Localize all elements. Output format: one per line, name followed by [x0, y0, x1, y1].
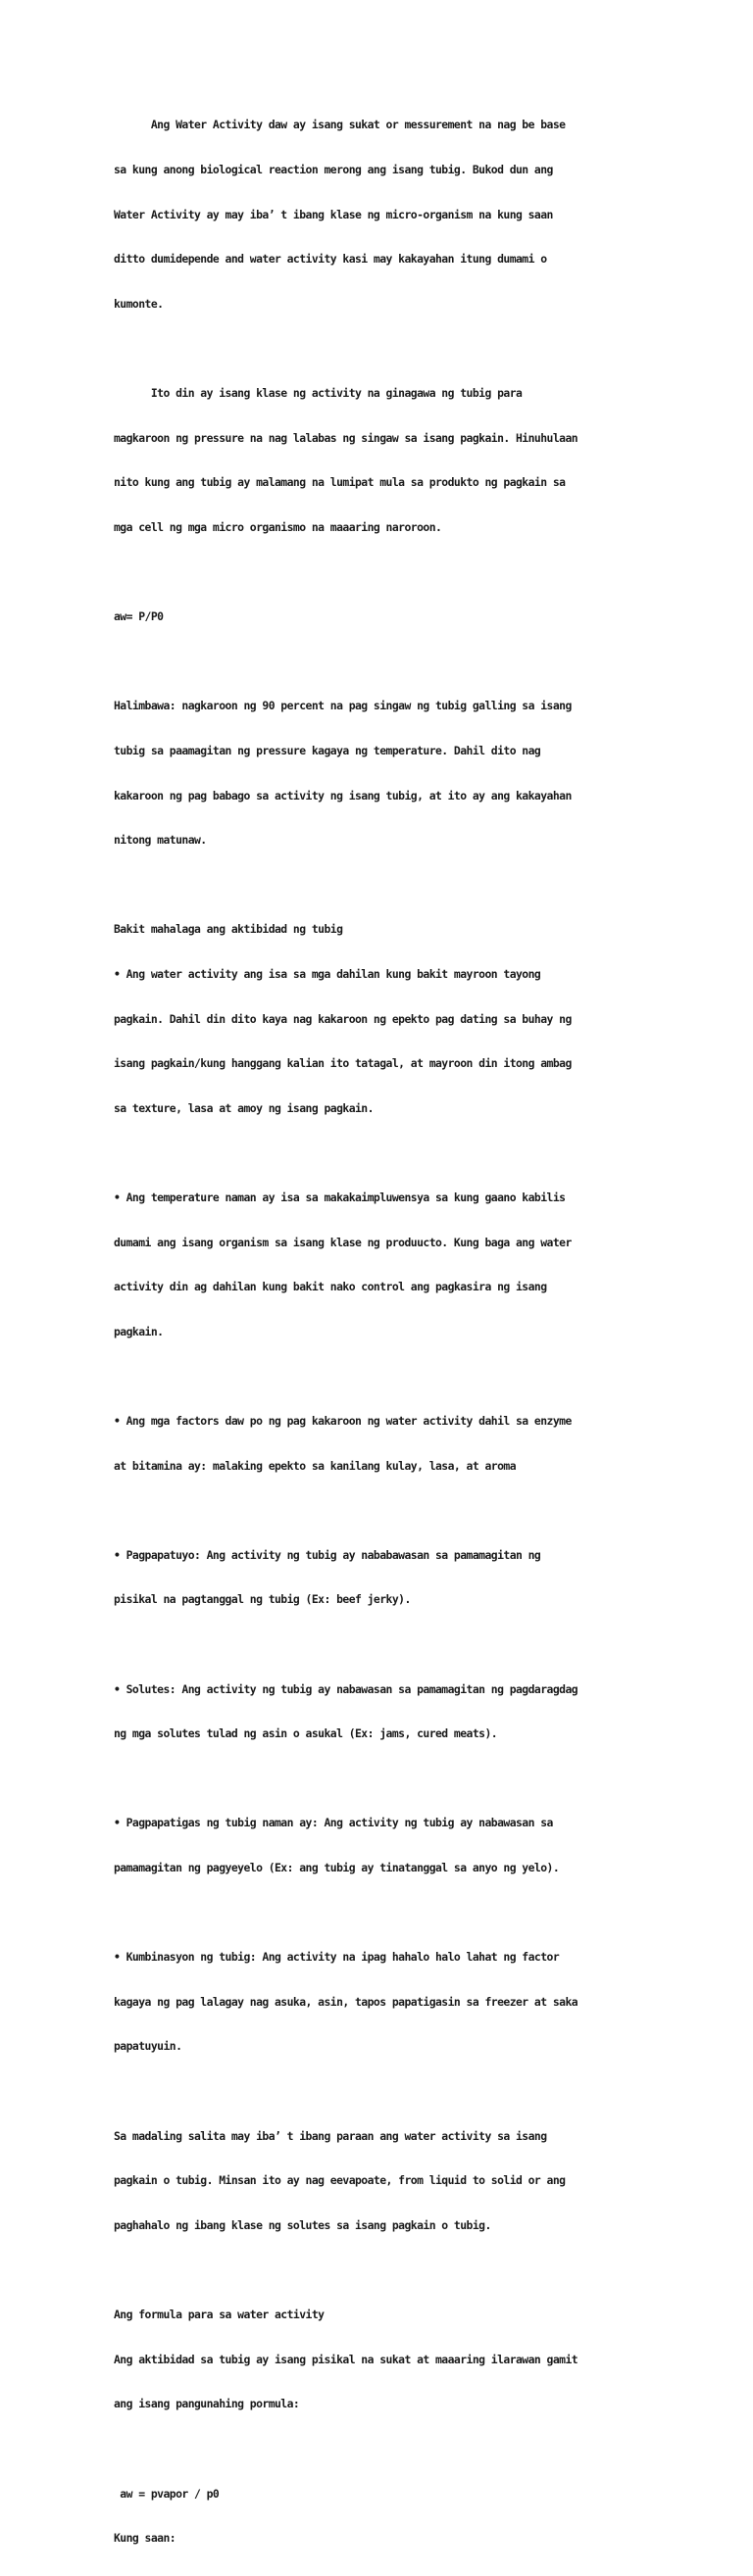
section-heading: Ang formula para sa water activity: [114, 2308, 325, 2322]
text-line: tubig sa paamagitan ng pressure kagaya ng temperature. Dahil dito nag: [114, 743, 541, 757]
document-body: [114, 88, 663, 2576]
bullet-line: • Ang temperature naman ay isa sa makakaimpluwensya sa kung gaano kabilis: [114, 1190, 566, 1204]
bullet-temperature: [114, 1161, 663, 1370]
bullet-combination: [114, 1920, 663, 2084]
text-line: ang isang pangunahing pormula:: [114, 2397, 300, 2411]
bullet-line: • Pagpapatuyo: Ang activity ng tubig ay nababawasan sa pamamagitan ng: [114, 1547, 541, 1562]
text-line: kagaya ng pag lalagay nag asuka, asin, tapos papatigasin sa freezer at saka: [114, 1994, 578, 2009]
text-line: pisikal na pagtanggal ng tubig (Ex: beef jerky).: [114, 1592, 411, 1607]
bullet-line: • Solutes: Ang activity ng tubig ay nabawasan sa pamamagitan ng pagdaragdag: [114, 1681, 578, 1696]
bullet-line: • Pagpapatigas ng tubig naman ay: Ang activity ng tubig ay nabawasan sa: [114, 1816, 553, 1830]
text-line: pagkain.: [114, 1324, 164, 1338]
text-line: mga cell ng mga micro organismo na maaaring naroroon.: [114, 519, 442, 534]
text-line: at bitamina ay: malaking epekto sa kanilang kulay, lasa, at aroma: [114, 1458, 517, 1473]
paragraph-example: [114, 669, 663, 878]
text-line: pagkain. Dahil din dito kaya nag kakaroon ng epekto pag dating sa buhay ng: [114, 1011, 572, 1026]
text-line: pagkain o tubig. Minsan ito ay nag eevapoate, from liquid to solid or ang: [114, 2173, 566, 2188]
text-line: papatuyuin.: [114, 2039, 182, 2054]
text-line: magkaroon ng pressure na nag lalabas ng singaw sa isang pagkain. Hinuhulaan: [114, 430, 578, 445]
formula-text: aw = pvapor / p0: [114, 2486, 220, 2501]
formula-block: [114, 2456, 663, 2576]
text-line: Ang Water Activity daw ay isang sukat or messurement na nag be base: [114, 118, 566, 132]
text-line: ditto dumidepende and water activity kasi may kakayahan itung dumami o: [114, 252, 547, 267]
text-line: Halimbawa: nagkaroon ng 90 percent na pag singaw ng tubig galling sa isang: [114, 699, 572, 713]
bullet-freezing: [114, 1786, 663, 1906]
text-line: sa texture, lasa at amoy ng isang pagkain.: [114, 1100, 374, 1115]
text-line: isang pagkain/kung hanggang kalian ito tatagal, at mayroon din itong ambag: [114, 1056, 572, 1071]
paragraph-formula-intro: [114, 2278, 663, 2442]
text-line: nitong matunaw.: [114, 833, 207, 848]
text-line: Ang aktibidad sa tubig ay isang pisikal na sukat at maaaring ilarawan gamit: [114, 2352, 578, 2366]
bullet-line: • Kumbinasyon ng tubig: Ang activity na ipag hahalo halo lahat ng factor: [114, 1950, 560, 1965]
text-line: sa kung anong biological reaction merong ang isang tubig. Bukod dun ang: [114, 163, 553, 177]
text-line: pamamagitan ng pagyeyelo (Ex: ang tubig ay tinatanggal sa anyo ng yelo).: [114, 1861, 560, 1875]
text-line: paghahalo ng ibang klase ng solutes sa isang pagkain o tubig.: [114, 2217, 491, 2232]
bullet-line: • Ang mga factors daw po ng pag kakaroon ng water activity dahil sa enzyme: [114, 1413, 572, 1428]
bullet-drying: [114, 1518, 663, 1637]
paragraph-importance: [114, 893, 663, 1145]
bullet-solutes: [114, 1652, 663, 1772]
text-line: Water Activity ay may iba’ t ibang klase ng micro-organism na kung saan: [114, 207, 553, 221]
text-line: ng mga solutes tulad ng asin o asukal (Ex: jams, cured meats).: [114, 1726, 498, 1741]
bullet-line: • Ang water activity ang isa sa mga dahilan kung bakit mayroon tayong: [114, 966, 541, 981]
text-line: Sa madaling salita may iba’ t ibang paraan ang water activity sa isang: [114, 2128, 547, 2143]
text-line: kumonte.: [114, 296, 164, 311]
paragraph-pressure: [114, 357, 663, 565]
section-heading: Bakit mahalaga ang aktibidad ng tubig: [114, 922, 343, 937]
text-line: activity din ag dahilan kung bakit nako control ang pagkasira ng isang: [114, 1280, 547, 1294]
paragraph-summary: [114, 2099, 663, 2262]
text-line: dumami ang isang organism sa isang klase ng produucto. Kung baga ang water: [114, 1235, 572, 1249]
text-line: nito kung ang tubig ay malamang na lumipat mula sa produkto ng pagkain sa: [114, 475, 566, 490]
text-line: aw= P/P0: [114, 609, 164, 624]
text-line: Kung saan:: [114, 2531, 176, 2546]
paragraph-intro: [114, 88, 663, 341]
formula-line: [114, 580, 663, 655]
text-line: Ito din ay isang klase ng activity na ginagawa ng tubig para: [114, 386, 523, 401]
text-line: kakaroon ng pag babago sa activity ng isang tubig, at ito ay ang kakayahan: [114, 788, 572, 802]
bullet-factors: [114, 1385, 663, 1504]
